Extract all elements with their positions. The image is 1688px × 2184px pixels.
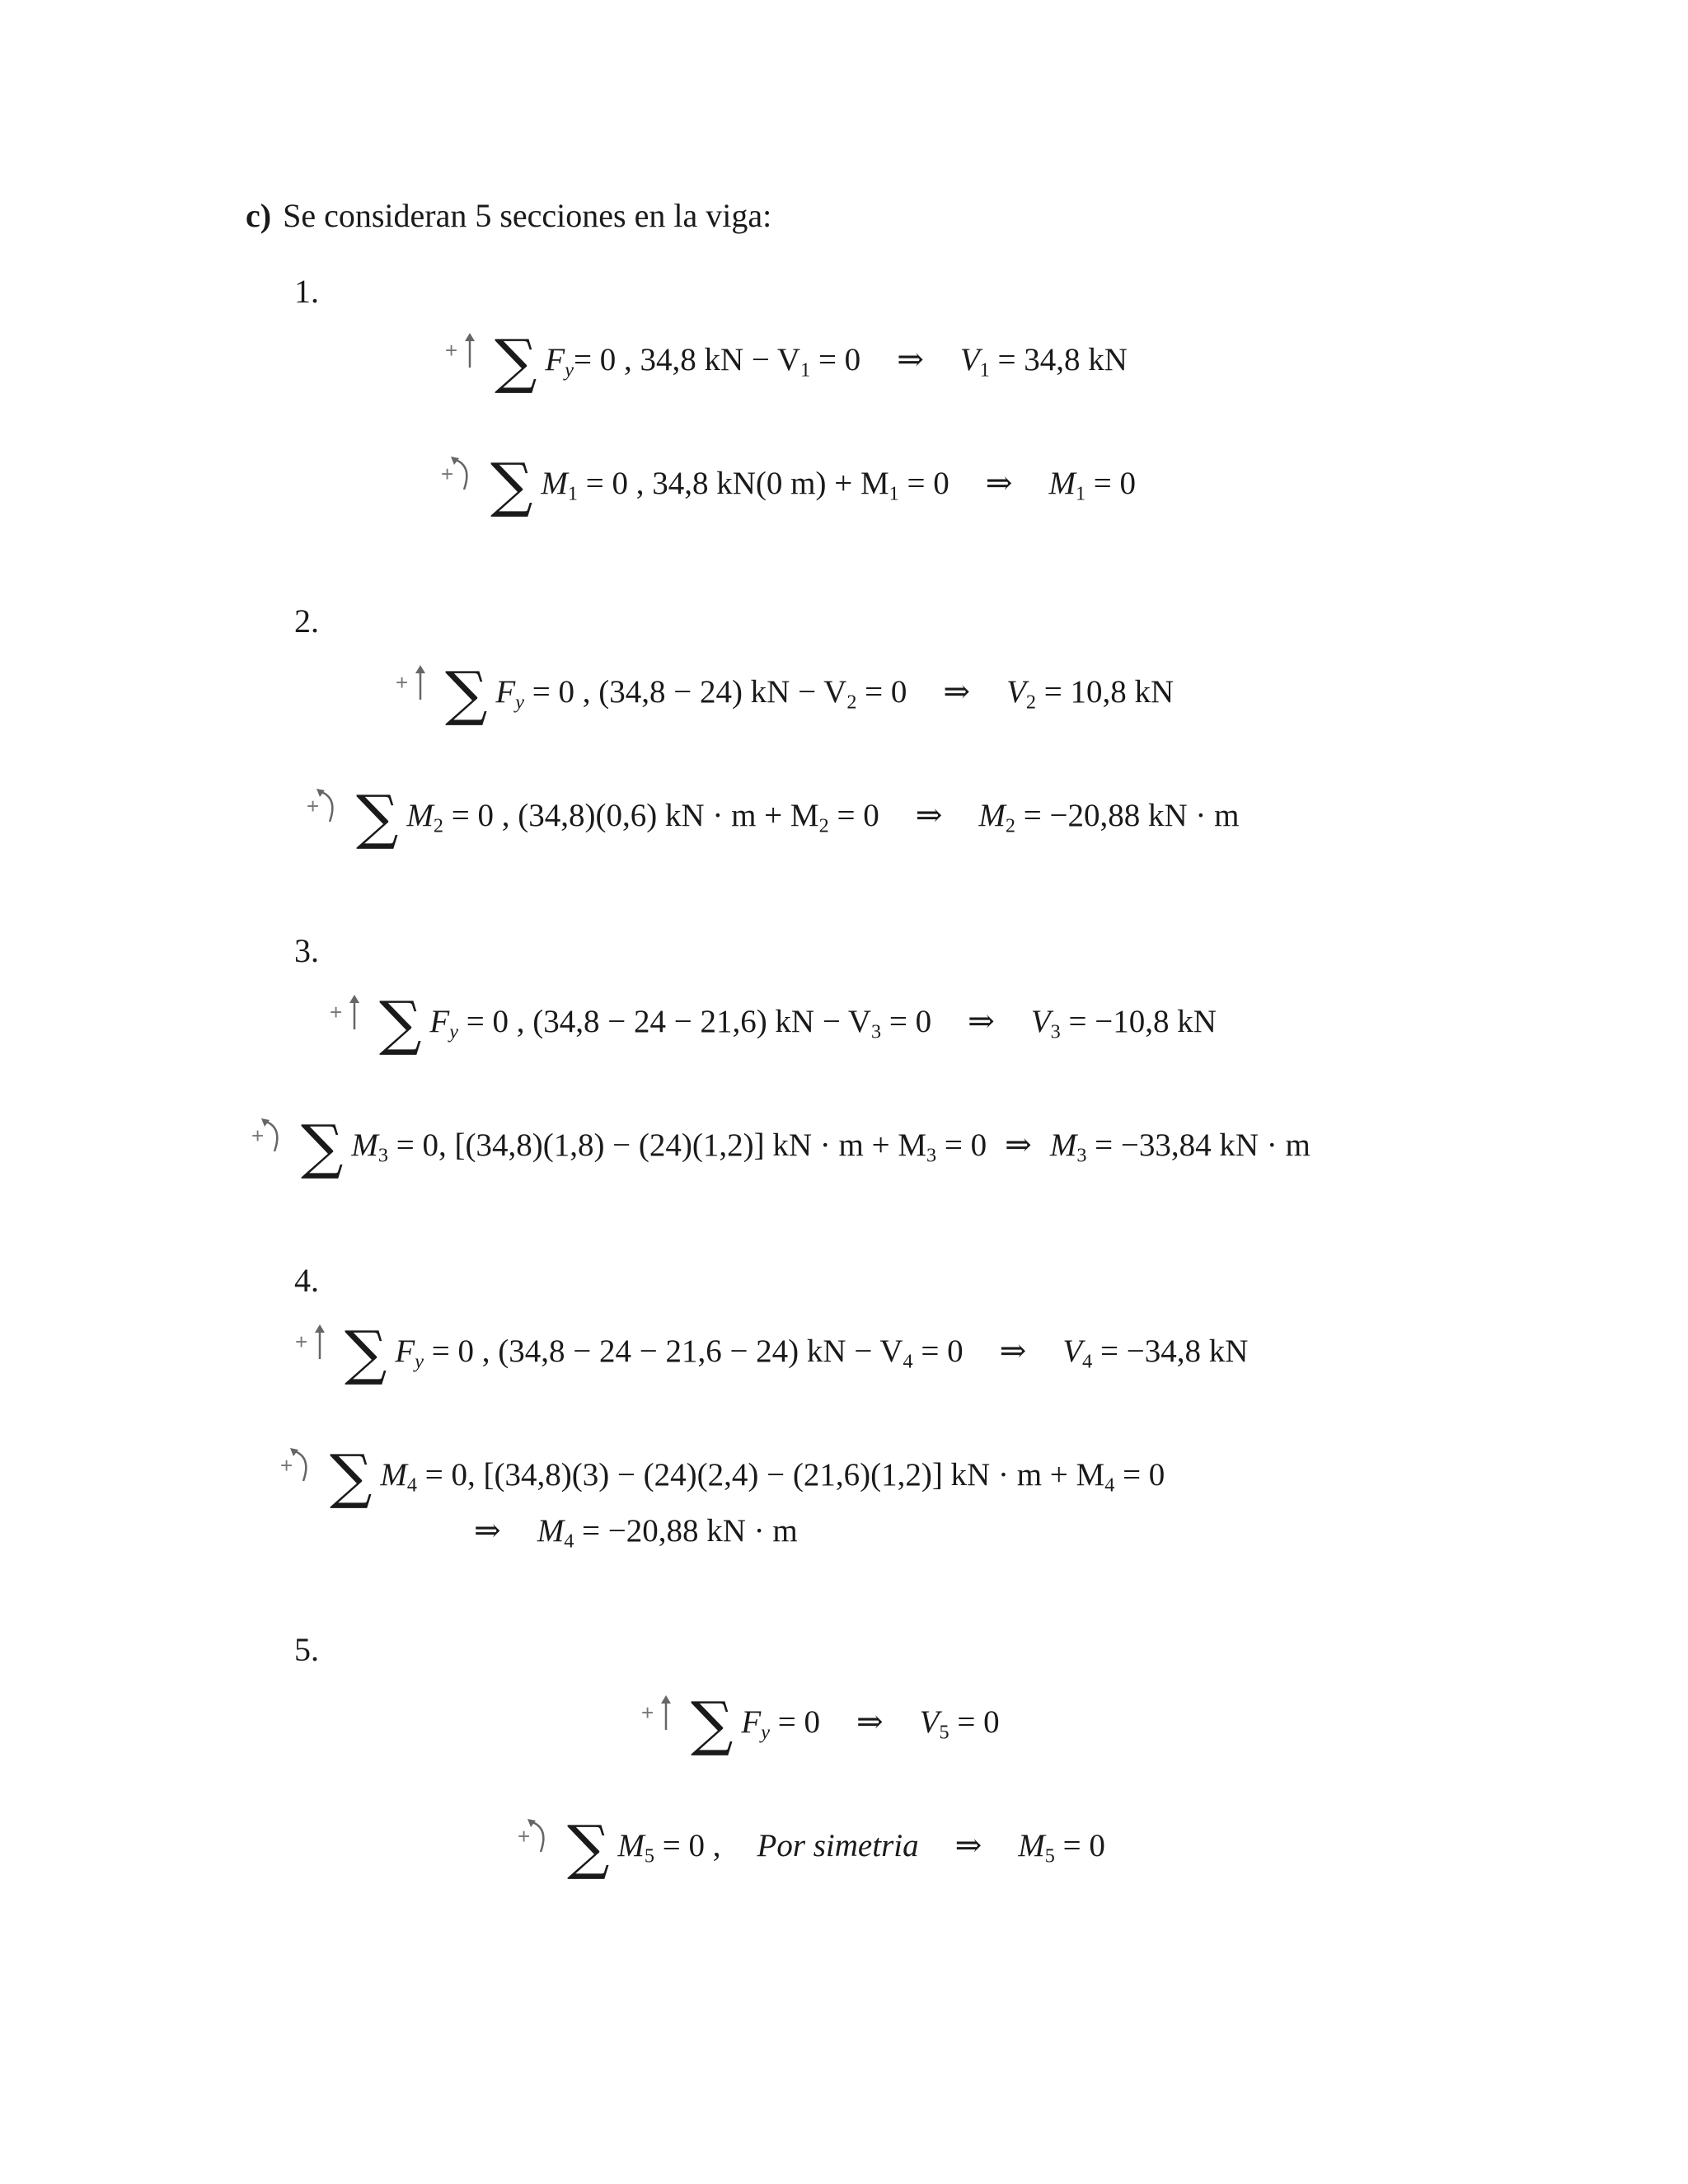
section-number-5: 5. xyxy=(294,1631,319,1668)
sigma-symbol: ∑ xyxy=(379,988,422,1057)
eq-5-force: + ∑ $F_y = 0$ ⇒ $V_5 = 0$ xyxy=(641,1689,1000,1758)
rotation-arrow-icon: + xyxy=(518,1817,554,1858)
rotation-arrow-icon: + xyxy=(251,1117,288,1158)
eq-4-moment-result-line: ⇒ $M_4 = -20,88$ kN · m xyxy=(474,1513,798,1553)
section-number-4: 4. xyxy=(294,1262,319,1299)
sigma-symbol: ∑ xyxy=(345,1318,387,1387)
sigma-symbol: ∑ xyxy=(330,1441,373,1511)
section-heading xyxy=(246,196,771,235)
eq-3-moment: + ∑ $M_3 = 0$, [(34,8)(1,8) − (24)(1,2)] kN · $m + M_3 = 0$ ⇒ $M_3 = -33,84$ kN · m xyxy=(251,1112,1311,1181)
eq-2-moment: + ∑ $M_2 = 0$ , (34,8)(0,6) kN · $m + M_2 = 0$ ⇒ $M_2 = -20,88$ kN · m xyxy=(307,782,1240,851)
rotation-arrow-icon: + xyxy=(280,1446,316,1488)
symmetry-note: Por simetria xyxy=(757,1828,919,1863)
eq-5-force-result: = 0 xyxy=(949,1704,1000,1740)
sigma-symbol: ∑ xyxy=(301,1112,344,1181)
eq-4-moment-result: = −20,88 kN · m xyxy=(574,1513,798,1549)
eq-3-moment-result: = −33,84 kN · m xyxy=(1086,1127,1311,1163)
section-number-1: 1. xyxy=(294,273,319,310)
up-arrow-icon: + xyxy=(295,1323,331,1364)
eq-5-moment: + ∑ $M_5 = 0$ , Por simetria ⇒ $M_5 = 0$ xyxy=(518,1812,1105,1882)
heading-text: Se consideran 5 secciones en la viga: xyxy=(283,197,772,234)
sigma-symbol: ∑ xyxy=(567,1812,610,1882)
heading-label: c) xyxy=(246,197,272,234)
eq-2-force-result: = 10,8 kN xyxy=(1036,674,1175,710)
up-arrow-icon: + xyxy=(641,1694,678,1735)
rotation-arrow-icon: + xyxy=(441,455,477,496)
eq-2-force: + ∑ $F_y = 0$ , (34,8 − 24) kN − $V_2 = 0$ ⇒ $V_2 = 10,8$ kN xyxy=(396,658,1175,728)
eq-3-force-result: = −10,8 kN xyxy=(1060,1004,1217,1039)
sigma-symbol: ∑ xyxy=(495,326,537,396)
up-arrow-icon: + xyxy=(445,331,481,373)
sigma-symbol: ∑ xyxy=(691,1689,734,1758)
eq-4-force-result: = −34,8 kN xyxy=(1092,1333,1249,1369)
section-number-2: 2. xyxy=(294,602,319,640)
eq-1-force: + ∑ $F_y= 0$ , 34,8 kN − $V_1 = 0$ ⇒ $V_1 = 34,8$ kN xyxy=(445,326,1128,396)
up-arrow-icon: + xyxy=(396,663,432,705)
section-number-3: 3. xyxy=(294,932,319,969)
up-arrow-icon: + xyxy=(330,993,366,1034)
rotation-arrow-icon: + xyxy=(307,787,343,828)
eq-3-force: + ∑ $F_y = 0$ , (34,8 − 24 − 21,6) kN − $V_3 = 0$ ⇒ $V_3 = -10,8$ kN xyxy=(330,988,1217,1057)
sigma-symbol: ∑ xyxy=(445,658,488,728)
eq-2-moment-result: = −20,88 kN · m xyxy=(1015,798,1240,833)
eq-1-moment: + ∑ $M_1 = 0$ , 34,8 kN(0 $m) + M_1 = 0$ ⇒ $M_1 = 0$ xyxy=(441,450,1137,519)
eq-1-moment-result: = 0 xyxy=(1085,466,1137,501)
eq-1-force-result: = 34,8 kN xyxy=(989,342,1128,377)
eq-4-moment: + ∑ $M_4 = 0$, [(34,8)(3) − (24)(2,4) − (21,6)(1,2)] kN · $m + M_4 = 0$ xyxy=(280,1441,1165,1511)
eq-4-force: + ∑ $F_y = 0$ , (34,8 − 24 − 21,6 − 24) kN − $V_4 = 0$ ⇒ $V_4 = -34,8$ kN xyxy=(295,1318,1249,1387)
sigma-symbol: ∑ xyxy=(490,450,533,519)
eq-5-moment-result: = 0 xyxy=(1054,1828,1105,1863)
sigma-symbol: ∑ xyxy=(356,782,399,851)
